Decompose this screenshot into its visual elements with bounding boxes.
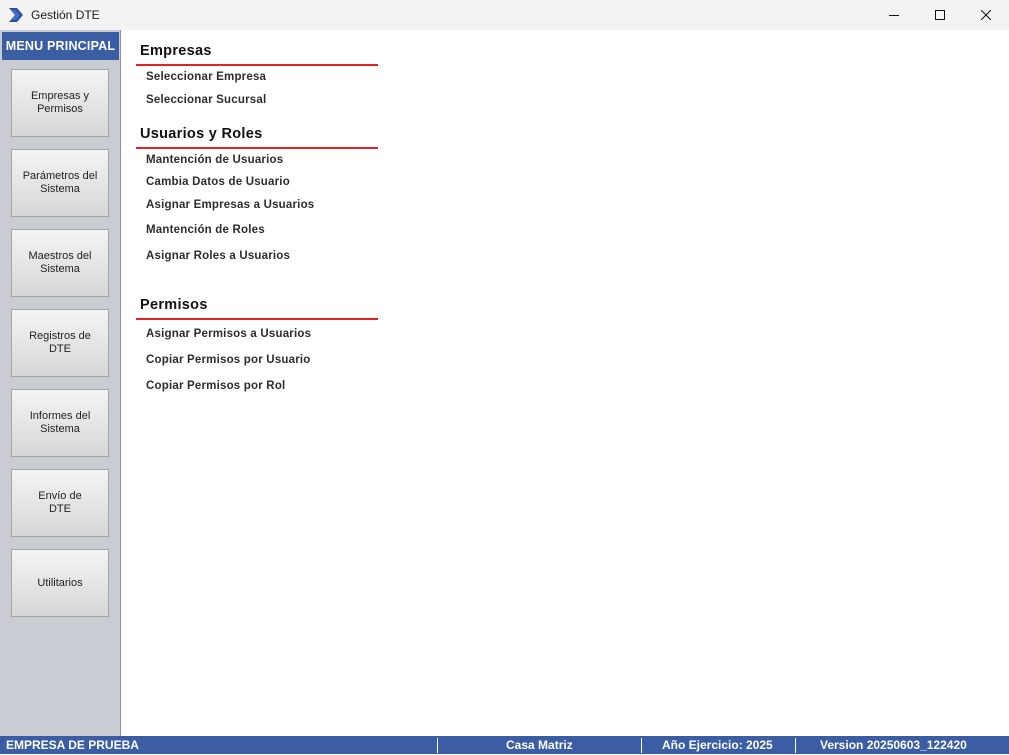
nav-button-maestros-sistema[interactable]: Maestros del Sistema [11, 229, 109, 297]
maximize-button[interactable] [917, 0, 963, 30]
menu-item-copiar-permisos-rol[interactable]: Copiar Permisos por Rol [146, 380, 286, 392]
status-separator [437, 738, 438, 753]
section-title-permisos: Permisos [140, 297, 208, 313]
section-divider [136, 147, 378, 149]
maximize-icon [935, 10, 945, 20]
nav-button-registros-dte[interactable]: Registros de DTE [11, 309, 109, 377]
nav-button-utilitarios[interactable]: Utilitarios [11, 549, 109, 617]
menu-item-seleccionar-sucursal[interactable]: Seleccionar Sucursal [146, 94, 267, 106]
menu-item-mantencion-roles[interactable]: Mantención de Roles [146, 224, 265, 236]
status-company: EMPRESA DE PRUEBA [6, 738, 139, 752]
title-bar [0, 0, 1009, 30]
nav-button-parametros-sistema[interactable]: Parámetros del Sistema [11, 149, 109, 217]
menu-item-mantencion-usuarios[interactable]: Mantención de Usuarios [146, 154, 284, 166]
menu-item-asignar-empresas-usuarios[interactable]: Asignar Empresas a Usuarios [146, 199, 315, 211]
close-button[interactable] [963, 0, 1009, 30]
menu-item-copiar-permisos-usuario[interactable]: Copiar Permisos por Usuario [146, 354, 311, 366]
status-version: Version 20250603_122420 [820, 738, 967, 752]
close-icon [981, 10, 991, 20]
section-title-usuarios-roles: Usuarios y Roles [140, 126, 263, 142]
minimize-button[interactable] [871, 0, 917, 30]
sidebar-header: MENU PRINCIPAL [2, 32, 119, 60]
menu-item-cambia-datos-usuario[interactable]: Cambia Datos de Usuario [146, 176, 290, 188]
status-bar [0, 736, 1009, 754]
menu-item-seleccionar-empresa[interactable]: Seleccionar Empresa [146, 71, 267, 83]
section-title-empresas: Empresas [140, 43, 212, 59]
status-separator [641, 738, 642, 753]
section-divider [136, 318, 378, 320]
status-separator [795, 738, 796, 753]
sidebar [0, 30, 121, 736]
nav-button-empresas-permisos[interactable]: Empresas y Permisos [11, 69, 109, 137]
status-year: Año Ejercicio: 2025 [662, 738, 773, 752]
window-title: Gestión DTE [31, 8, 100, 22]
minimize-icon [889, 10, 899, 20]
chevron-right-icon [8, 7, 24, 23]
nav-button-envio-dte[interactable]: Envío de DTE [11, 469, 109, 537]
menu-item-asignar-permisos-usuarios[interactable]: Asignar Permisos a Usuarios [146, 328, 312, 340]
section-divider [136, 64, 378, 66]
main-content [122, 30, 1009, 736]
status-branch: Casa Matriz [506, 738, 573, 752]
nav-button-informes-sistema[interactable]: Informes del Sistema [11, 389, 109, 457]
menu-item-asignar-roles-usuarios[interactable]: Asignar Roles a Usuarios [146, 250, 291, 262]
